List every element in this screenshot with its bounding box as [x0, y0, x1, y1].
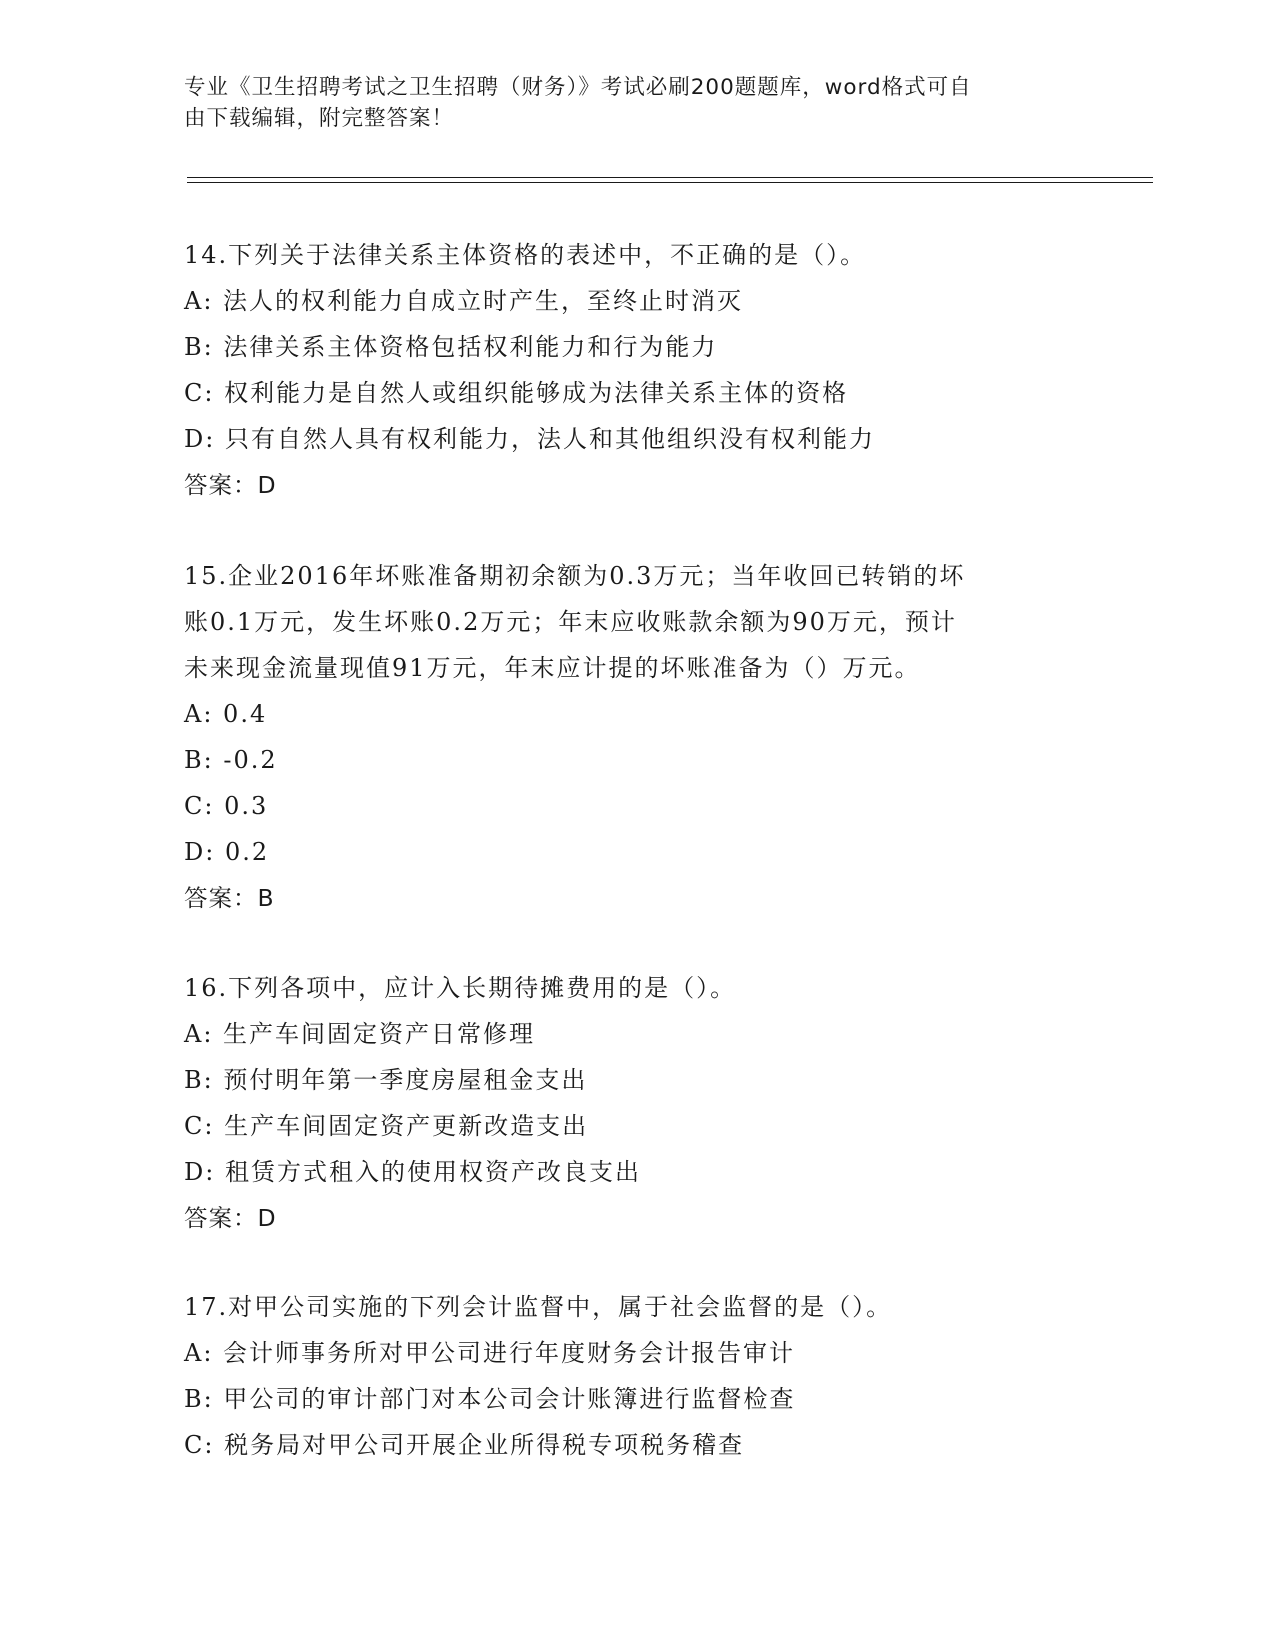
header-line-2: 由下载编辑，附完整答案！: [184, 106, 455, 131]
question-14: [184, 232, 1124, 508]
option-b: B: 甲公司的审计部门对本公司会计账簿进行监督检查: [184, 1385, 796, 1413]
question-stem: 17.对甲公司实施的下列会计监督中，属于社会监督的是（）。: [184, 1293, 893, 1321]
option-d: D: 租赁方式租入的使用权资产改良支出: [184, 1158, 641, 1186]
question-17: [184, 1284, 1124, 1468]
document-header: [184, 72, 1084, 134]
header-divider-top: [187, 177, 1153, 178]
question-stem-line-1: 15.企业2016年坏账准备期初余额为0.3万元；当年收回已转销的坏: [184, 562, 966, 590]
header-divider-bottom: [187, 182, 1153, 183]
option-d: D: 0.2: [184, 838, 270, 866]
option-a: A: 会计师事务所对甲公司进行年度财务会计报告审计: [184, 1339, 796, 1367]
question-16: [184, 965, 1124, 1241]
option-b: B: -0.2: [184, 746, 278, 774]
option-c: C: 生产车间固定资产更新改造支出: [184, 1112, 589, 1140]
option-a: A: 生产车间固定资产日常修理: [184, 1020, 536, 1048]
option-b: B: 预付明年第一季度房屋租金支出: [184, 1066, 588, 1094]
answer-label: 答案：D: [184, 471, 277, 499]
question-stem: 14.下列关于法律关系主体资格的表述中，不正确的是（）。: [184, 241, 867, 269]
option-c: C: 税务局对甲公司开展企业所得税专项税务稽查: [184, 1431, 745, 1459]
option-a: A: 0.4: [184, 700, 268, 728]
answer-label: 答案：B: [184, 884, 275, 912]
option-c: C: 0.3: [184, 792, 269, 820]
answer-label: 答案：D: [184, 1204, 277, 1232]
question-stem: 16.下列各项中，应计入长期待摊费用的是（）。: [184, 974, 737, 1002]
header-line-1: 专业《卫生招聘考试之卫生招聘（财务）》考试必刷200题题库，word格式可自: [184, 75, 972, 100]
option-c: C: 权利能力是自然人或组织能够成为法律关系主体的资格: [184, 379, 849, 407]
option-d: D: 只有自然人具有权利能力，法人和其他组织没有权利能力: [184, 425, 875, 453]
question-stem-line-3: 未来现金流量现值91万元，年末应计提的坏账准备为（）万元。: [184, 654, 921, 682]
option-b: B: 法律关系主体资格包括权利能力和行为能力: [184, 333, 718, 361]
question-stem-line-2: 账0.1万元，发生坏账0.2万元；年末应收账款余额为90万元，预计: [184, 608, 957, 636]
option-a: A: 法人的权利能力自成立时产生，至终止时消灭: [184, 287, 744, 315]
question-15: [184, 553, 1124, 921]
